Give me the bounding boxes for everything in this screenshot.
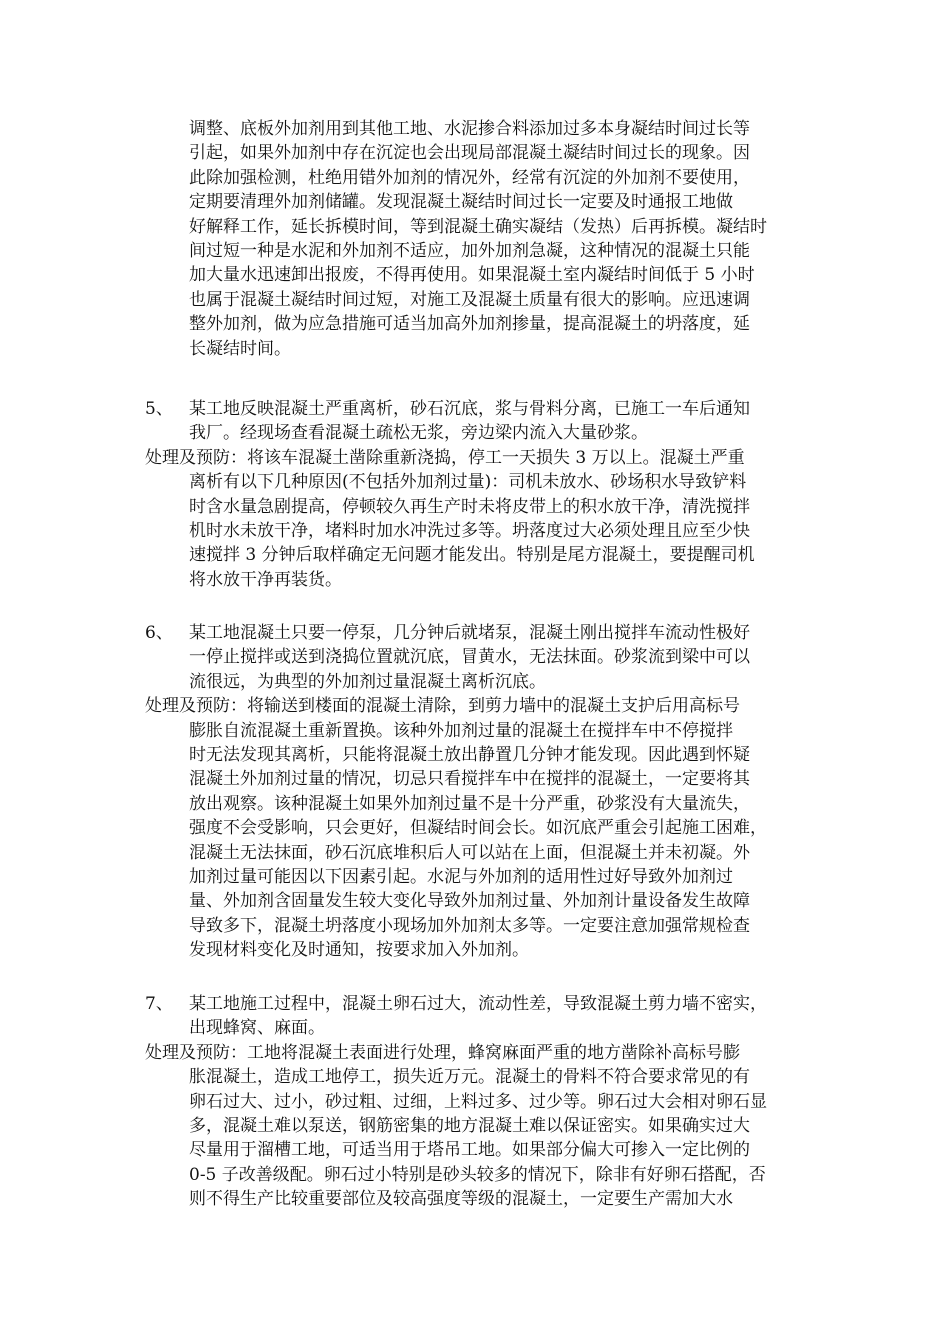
treatment-line: 尽量用于溜槽工地，可适当用于塔吊工地。如果部分偏大可掺入一定比例的 — [189, 1140, 750, 1161]
item-number: 5、 — [145, 399, 173, 419]
treatment-line: 多，混凝土难以泵送，钢筋密集的地方混凝土难以保证密实。如果确实过大 — [189, 1115, 750, 1136]
case-line — [145, 992, 810, 1016]
text-line: 整外加剂，做为应急措施可适当加高外加剂掺量，提高混凝土的坍落度，延 — [189, 314, 750, 335]
intro-paragraph — [145, 117, 810, 361]
text-line: 好解释工作，延长拆模时间，等到混凝土确实凝结（发热）后再拆模。凝结时 — [189, 216, 767, 237]
treatment-line: 强度不会受影响，只会更好，但凝结时间会长。如沉底严重会引起施工困难， — [189, 818, 767, 839]
treatment-line: 处理及预防：工地将混凝土表面进行处理，蜂窝麻面严重的地方凿除补高标号膨 — [145, 1042, 740, 1063]
text-line: 定期要清理外加剂储罐。发现混凝土凝结时间过长一定要及时通报工地做 — [189, 192, 733, 213]
treatment-line: 量、外加剂含固量发生较大变化导致外加剂过量、外加剂计量设备发生故障 — [189, 891, 750, 912]
text-line: 长凝结时间。 — [189, 338, 291, 359]
treatment-line: 混凝土外加剂过量的情况，切忌只看搅拌车中在搅拌的混凝土，一定要将其 — [189, 769, 750, 790]
treatment-line: 处理及预防：将输送到楼面的混凝土清除，到剪力墙中的混凝土支护后用高标号 — [145, 696, 740, 717]
treatment-line: 0-5 子改善级配。卵石过小特别是砂头较多的情况下，除非有好卵石搭配，否 — [189, 1164, 766, 1185]
treatment-line: 离析有以下几种原因(不包括外加剂过量)：司机未放水、砂场积水导致铲料 — [189, 472, 747, 493]
case-line: 我厂。经现场查看混凝土疏松无浆，旁边梁内流入大量砂浆。 — [189, 423, 648, 444]
treatment-line: 速搅拌 3 分钟后取样确定无问题才能发出。特别是尾方混凝土，要提醒司机 — [189, 545, 755, 566]
treatment-line: 混凝土无法抹面，砂石沉底堆积后人可以站在上面，但混凝土并未初凝。外 — [189, 842, 750, 863]
text-line: 加大量水迅速卸出报废，不得再使用。如果混凝土室内凝结时间低于 5 小时 — [189, 265, 755, 286]
text-line: 引起，如果外加剂中存在沉淀也会出现局部混凝土凝结时间过长的现象。因 — [189, 143, 750, 164]
treatment-line: 加剂过量可能因以下因素引起。水泥与外加剂的适用性过好导致外加剂过 — [189, 866, 733, 887]
treatment-line: 发现材料变化及时通知，按要求加入外加剂。 — [189, 940, 529, 961]
text-line: 此除加强检测，杜绝用错外加剂的情况外，经常有沉淀的外加剂不要使用， — [189, 167, 750, 188]
item-number: 6、 — [145, 623, 173, 643]
treatment-line: 将水放干净再装货。 — [189, 569, 342, 590]
item-number: 7、 — [145, 994, 173, 1014]
case-line — [145, 397, 810, 421]
case-line: 出现蜂窝、麻面。 — [189, 1018, 325, 1039]
case-5 — [145, 397, 810, 592]
case-text: 某工地施工过程中，混凝土卵石过大，流动性差，导致混凝土剪力墙不密实， — [189, 994, 767, 1014]
text-line: 调整、底板外加剂用到其他工地、水泥掺合料添加过多本身凝结时间过长等 — [189, 119, 750, 139]
case-text: 某工地混凝土只要一停泵，几分钟后就堵泵，混凝土刚出搅拌车流动性极好 — [189, 623, 750, 643]
treatment-line: 时含水量急剧提高，停顿较久再生产时未将皮带上的积水放干净，清洗搅拌 — [189, 496, 750, 517]
case-line — [145, 621, 810, 645]
case-line: 流很远，为典型的外加剂过量混凝土离析沉底。 — [189, 671, 546, 692]
treatment-line: 导致多下，混凝土坍落度小现场加外加剂太多等。一定要注意加强常规检查 — [189, 915, 750, 936]
treatment-line: 卵石过大、过小，砂过粗、过细，上料过多、过少等。卵石过大会相对卵石显 — [189, 1091, 767, 1112]
treatment-line: 时无法发现其离析，只能将混凝土放出静置几分钟才能发现。因此遇到怀疑 — [189, 744, 750, 765]
case-line: 一停止搅拌或送到浇捣位置就沉底，冒黄水，无法抹面。砂浆流到梁中可以 — [189, 647, 750, 668]
case-7 — [145, 992, 810, 1212]
treatment-line: 膨胀自流混凝土重新置换。该种外加剂过量的混凝土在搅拌车中不停搅拌 — [189, 720, 733, 741]
case-text: 某工地反映混凝土严重离析，砂石沉底，浆与骨料分离，已施工一车后通知 — [189, 399, 750, 419]
case-6 — [145, 621, 810, 962]
text-line: 间过短一种是水泥和外加剂不适应，加外加剂急凝，这种情况的混凝土只能 — [189, 240, 750, 261]
text-line: 也属于混凝土凝结时间过短，对施工及混凝土质量有很大的影响。应迅速调 — [189, 289, 750, 310]
treatment-line: 胀混凝土，造成工地停工，损失近万元。混凝土的骨料不符合要求常见的有 — [189, 1067, 750, 1088]
treatment-line: 处理及预防：将该车混凝土凿除重新浇捣，停工一天损失 3 万以上。混凝土严重 — [145, 447, 745, 468]
treatment-line: 放出观察。该种混凝土如果外加剂过量不是十分严重，砂浆没有大量流失， — [189, 793, 750, 814]
treatment-line: 则不得生产比较重要部位及较高强度等级的混凝土，一定要生产需加大水 — [189, 1189, 733, 1210]
treatment-line: 机时水未放干净，堵料时加水冲洗过多等。坍落度过大必须处理且应至少快 — [189, 520, 750, 541]
